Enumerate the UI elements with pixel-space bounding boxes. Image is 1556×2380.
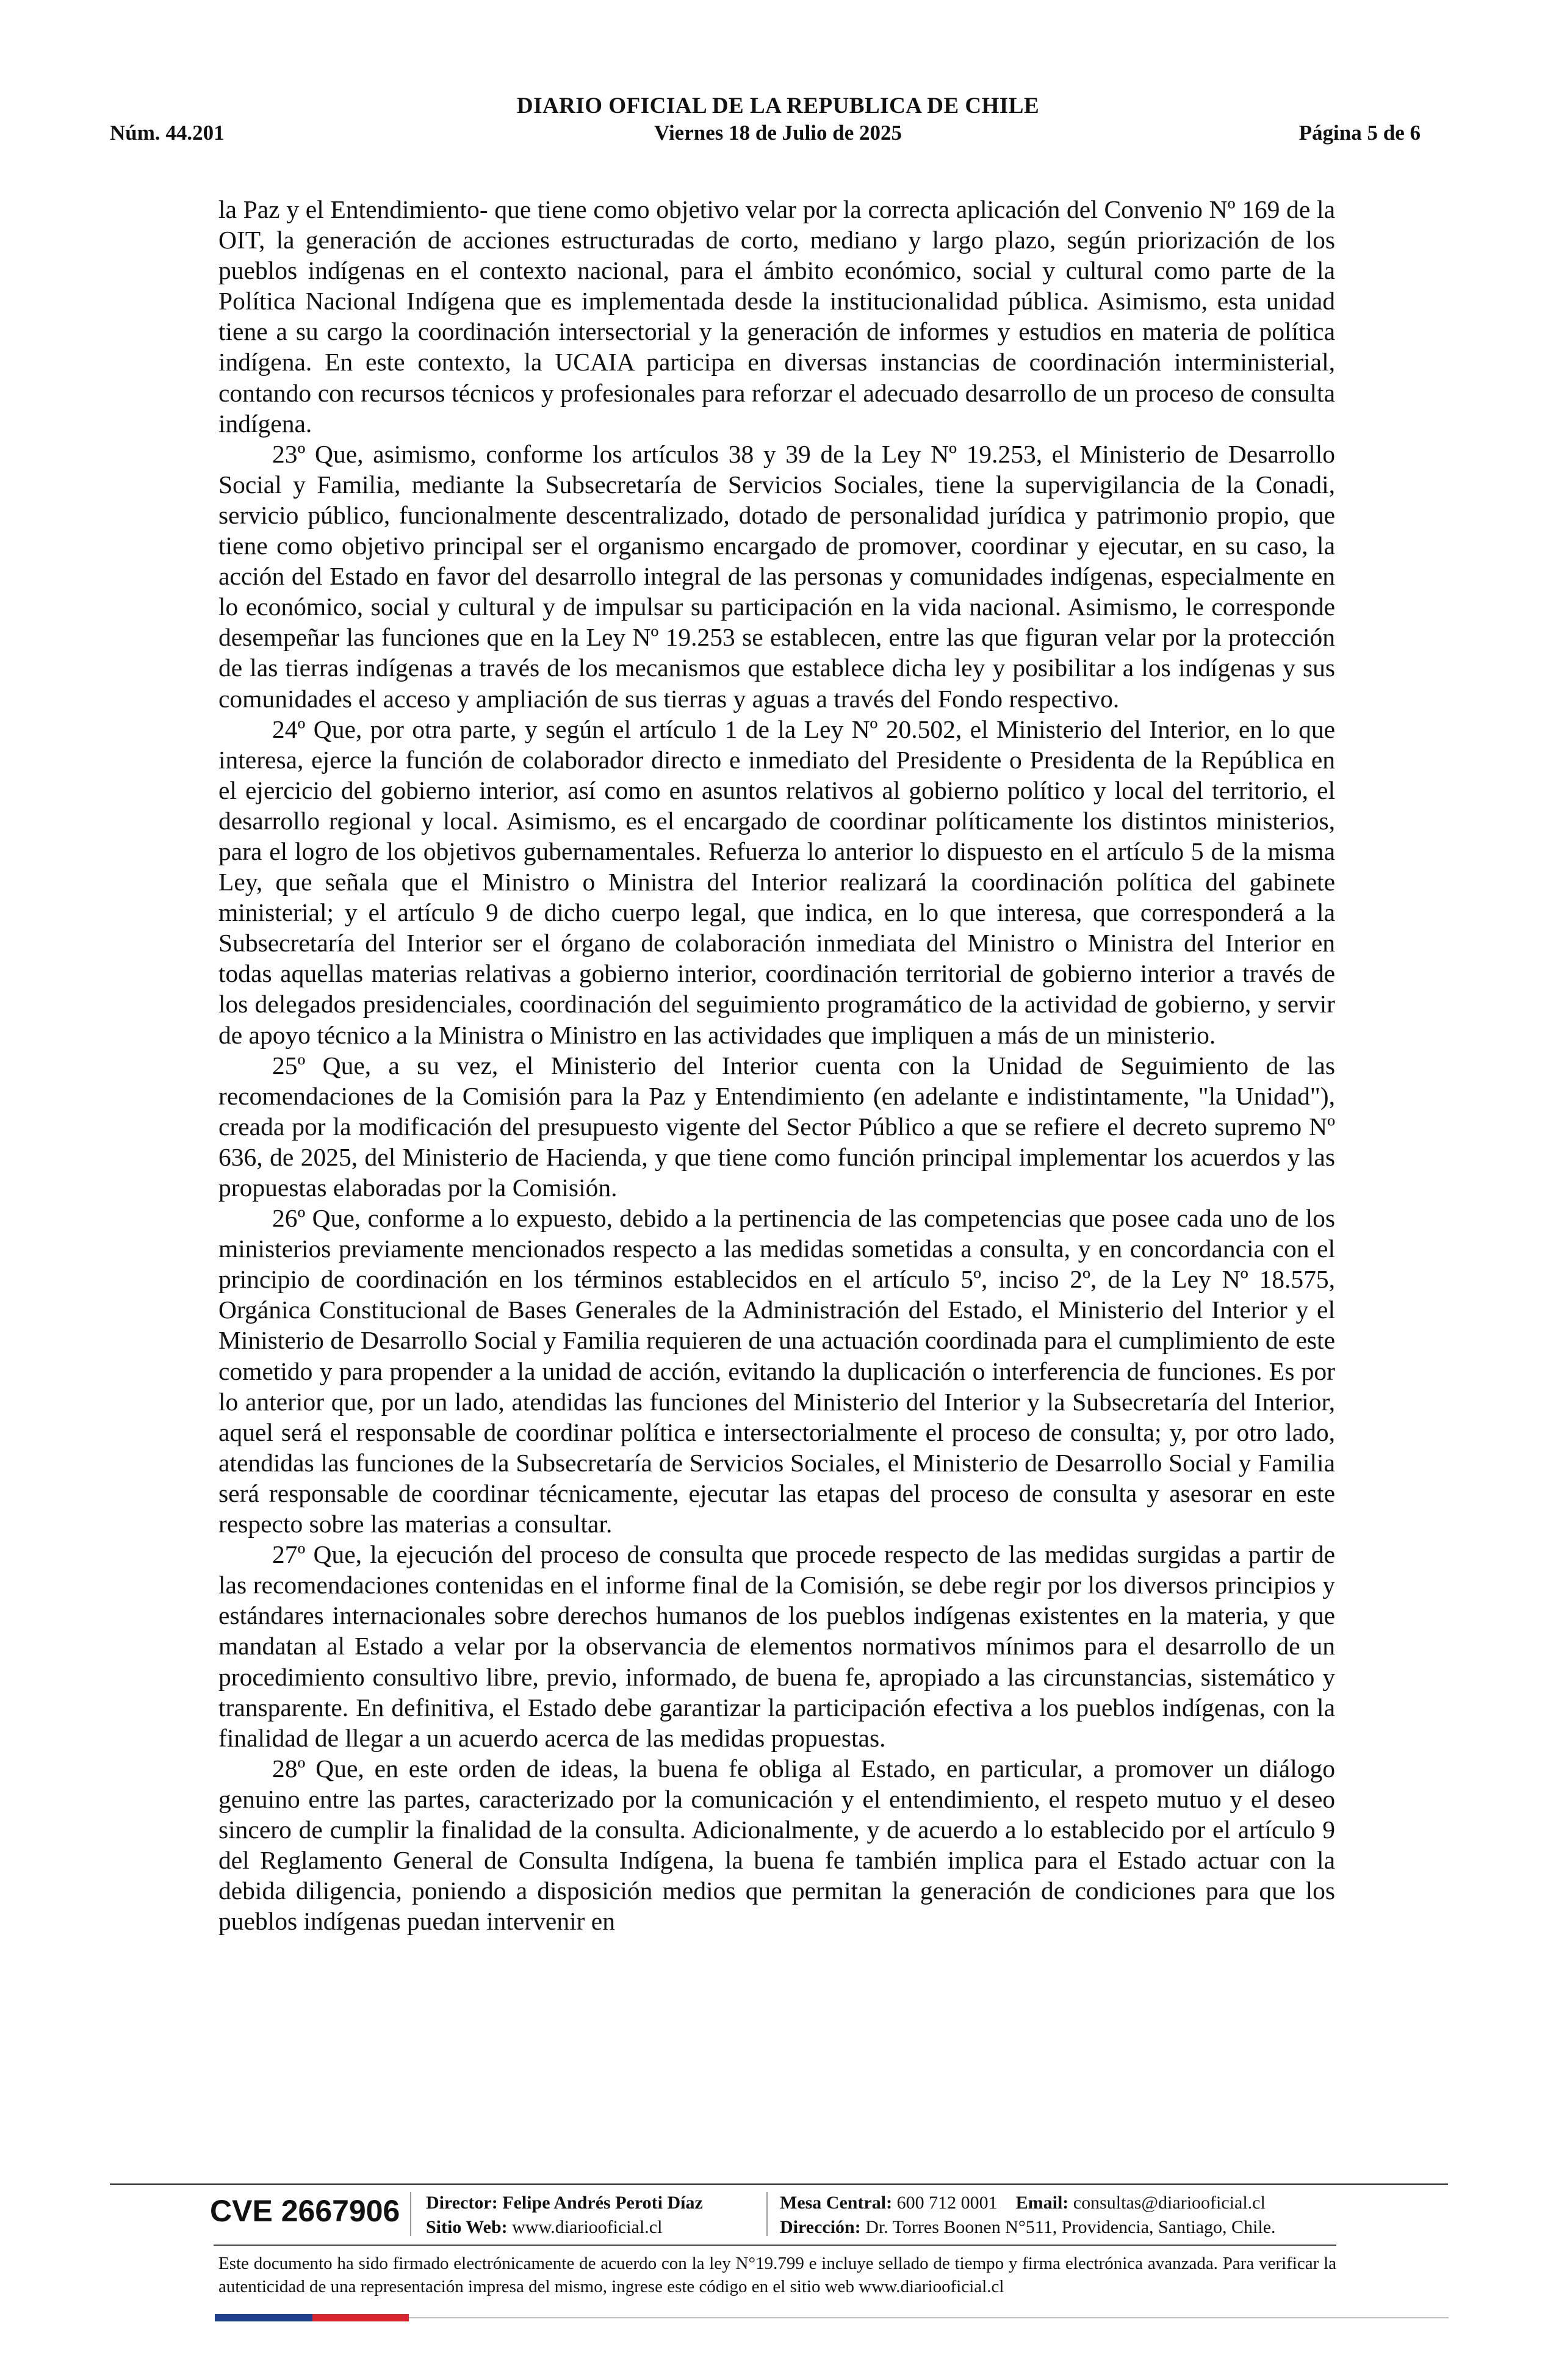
paragraph-25: 25º Que, a su vez, el Ministerio del Interior cuenta con la Unidad de Seguimiento de las recomendaciones de la Comisión para la Paz y Entendimiento (en adelante e indistintamente, "la Unidad"), creada por la modificación del presupuesto vigente del Sector Público a que se refiere el decreto supremo Nº 636, de 2025, del Ministerio de Hacienda, y que tiene como función principal implementar los acuerdos y las propuestas elaboradas por la Comisión.	[218, 1051, 1335, 1202]
page-number: Página 5 de 6	[1298, 121, 1421, 145]
issue-number: Núm. 44.201	[110, 121, 225, 145]
page-header	[0, 0, 1556, 159]
paragraph-24: 24º Que, por otra parte, y según el artículo 1 de la Ley Nº 20.502, el Ministerio del Interior, en lo que interesa, ejerce la función de colaborador directo e inmediato del Presidente o Presidenta de la República en el ejercicio del gobierno interior, así como en asuntos relativos al gobierno político y local del territorio, el desarrollo regional y local. Asimismo, es el encargado de coordinar políticamente los distintos ministerios, para el logro de los objetivos gubernamentales. Refuerza lo anterior lo dispuesto en el artículo 5 de la misma Ley, que señala que el Ministro o Ministra del Interior realizará la coordinación política del gabinete ministerial; y el artículo 9 de dicho cuerpo legal, que indica, en lo que interesa, que corresponderá a la Subsecretaría del Interior ser el órgano de colaboración inmediata del Ministro o Ministra del Interior en todas aquellas materias relativas a gobierno interior, coordinación territorial de gobierno interior a través de los delegados presidenciales, coordinación del seguimiento programático de la actividad de gobierno, y servir de apoyo técnico a la Ministra o Ministro en las actividades que impliquen a más de un ministerio.	[218, 715, 1335, 1049]
email-link[interactable]: consultas@diariooficial.cl	[1073, 2193, 1266, 2213]
issue-date: Viernes 18 de Julio de 2025	[654, 121, 902, 145]
paragraph-28: 28º Que, en este orden de ideas, la buena fe obliga al Estado, en particular, a promover un diálogo genuino entre las partes, caracterizado por la comunicación y el entendimiento, el respeto mutuo y el deseo sincero de cumplir la finalidad de la consulta. Adicionalmente, y de acuerdo a lo establecido por el artículo 9 del Reglamento General de Consulta Indígena, la buena fe también implica para el Estado actuar con la debida diligencia, poniendo a disposición medios que permitan la generación de condiciones para que los pueblos indígenas puedan intervenir en	[218, 1754, 1335, 1936]
address-label: Dirección:	[780, 2217, 861, 2237]
article-body	[218, 194, 1335, 1936]
footer-inner-divider	[214, 2245, 1336, 2246]
footer-director-block	[426, 2191, 703, 2240]
footer-contact-block	[780, 2191, 1276, 2240]
flag-stripe-blue	[215, 2314, 312, 2321]
director-label: Director:	[426, 2193, 498, 2213]
email-label: Email:	[1015, 2193, 1069, 2213]
footer-bottom-rule	[409, 2317, 1449, 2318]
paragraph-27: 27º Que, la ejecución del proceso de consulta que procede respecto de las medidas surgidas a partir de las recomendaciones contenidas en el informe final de la Comisión, se debe regir por los diversos principios y estándares internacionales sobre derechos humanos de los pueblos indígenas existentes en la materia, y que mandatan al Estado a velar por la observancia de elementos normativos mínimos para el desarrollo de un procedimiento consultivo libre, previo, informado, de buena fe, apropiado a las circunstancias, sistemático y transparente. En definitiva, el Estado debe garantizar la participación efectiva a los pueblos indígenas, con la finalidad de llegar a un acuerdo acerca de las medidas propuestas.	[218, 1540, 1335, 1752]
publication-title: DIARIO OFICIAL DE LA REPUBLICA DE CHILE	[516, 93, 1040, 118]
footer-separator	[766, 2192, 768, 2236]
paragraph-23: 23º Que, asimismo, conforme los artículos 38 y 39 de la Ley Nº 19.253, el Ministerio de Desarrollo Social y Familia, mediante la Subsecretaría de Servicios Sociales, tiene la supervigilancia de la Conadi, servicio público, funcionalmente descentralizado, dotado de personalidad jurídica y patrimonio propio, que tiene como objetivo principal ser el organismo encargado de promover, coordinar y ejecutar, en su caso, la acción del Estado en favor del desarrollo integral de las personas y comunidades indígenas, especialmente en lo económico, social y cultural y de impulsar su participación en la vida nacional. Asimismo, le corresponde desempeñar las funciones que en la Ley Nº 19.253 se establecen, entre las que figuran velar por la protección de las tierras indígenas a través de los mecanismos que establece dicha ley y posibilitar a los indígenas y sus comunidades el acceso y ampliación de sus tierras y aguas a través del Fondo respectivo.	[218, 439, 1335, 713]
paragraph-continuation: la Paz y el Entendimiento- que tiene como objetivo velar por la correcta aplicación del Convenio Nº 169 de la OIT, la generación de acciones estructuradas de corto, mediano y largo plazo, según priorización de los pueblos indígenas en el contexto nacional, para el ámbito económico, social y cultural como parte de la Política Nacional Indígena que es implementada desde la institucionalidad pública. Asimismo, esta unidad tiene a su cargo la coordinación intersectorial y la generación de informes y estudios en materia de política indígena. En este contexto, la UCAIA participa en diversas instancias de coordinación interministerial, contando con recursos técnicos y profesionales para reforzar el adecuado desarrollo de un proceso de consulta indígena.	[218, 195, 1335, 438]
web-link[interactable]: www.diariooficial.cl	[512, 2217, 663, 2237]
phone-label: Mesa Central:	[780, 2193, 893, 2213]
flag-stripe-red	[312, 2314, 409, 2321]
cve-code: CVE 2667906	[210, 2194, 400, 2228]
web-label: Sitio Web:	[426, 2217, 508, 2237]
legal-notice: Este documento ha sido firmado electrónicamente de acuerdo con la ley N°19.799 e incluye sellado de tiempo y firma electrónica avanzada. Para verificar la autenticidad de una representación impresa del mismo, ingrese este código en el sitio web www.diariooficial.cl	[218, 2254, 1336, 2296]
phone-value: 600 712 0001	[896, 2193, 998, 2213]
address-value: Dr. Torres Boonen N°511, Providencia, Santiago, Chile.	[865, 2217, 1276, 2237]
footer-separator	[410, 2192, 411, 2236]
footer-divider	[110, 2183, 1448, 2185]
paragraph-26: 26º Que, conforme a lo expuesto, debido a la pertinencia de las competencias que posee cada uno de los ministerios previamente mencionados respecto a las medidas sometidas a consulta, y en concordancia con el principio de coordinación en los términos establecidos en el artículo 5º, inciso 2º, de la Ley Nº 18.575, Orgánica Constitucional de Bases Generales de la Administración del Estado, el Ministerio del Interior y el Ministerio de Desarrollo Social y Familia requieren de una actuación coordinada para el cumplimiento de este cometido y para propender a la unidad de acción, evitando la duplicación o interferencia de funciones. Es por lo anterior que, por un lado, atendidas las funciones del Ministerio del Interior y la Subsecretaría del Interior, aquel será el responsable de coordinar política e intersectorialmente el proceso de consulta; y, por otro lado, atendidas las funciones de la Subsecretaría de Servicios Sociales, el Ministerio de Desarrollo Social y Familia será responsable de coordinar técnicamente, ejecutar las etapas del proceso de consulta y asesorar en este respecto sobre las materias a consultar.	[218, 1204, 1335, 1538]
director-name: Felipe Andrés Peroti Díaz	[502, 2193, 703, 2213]
